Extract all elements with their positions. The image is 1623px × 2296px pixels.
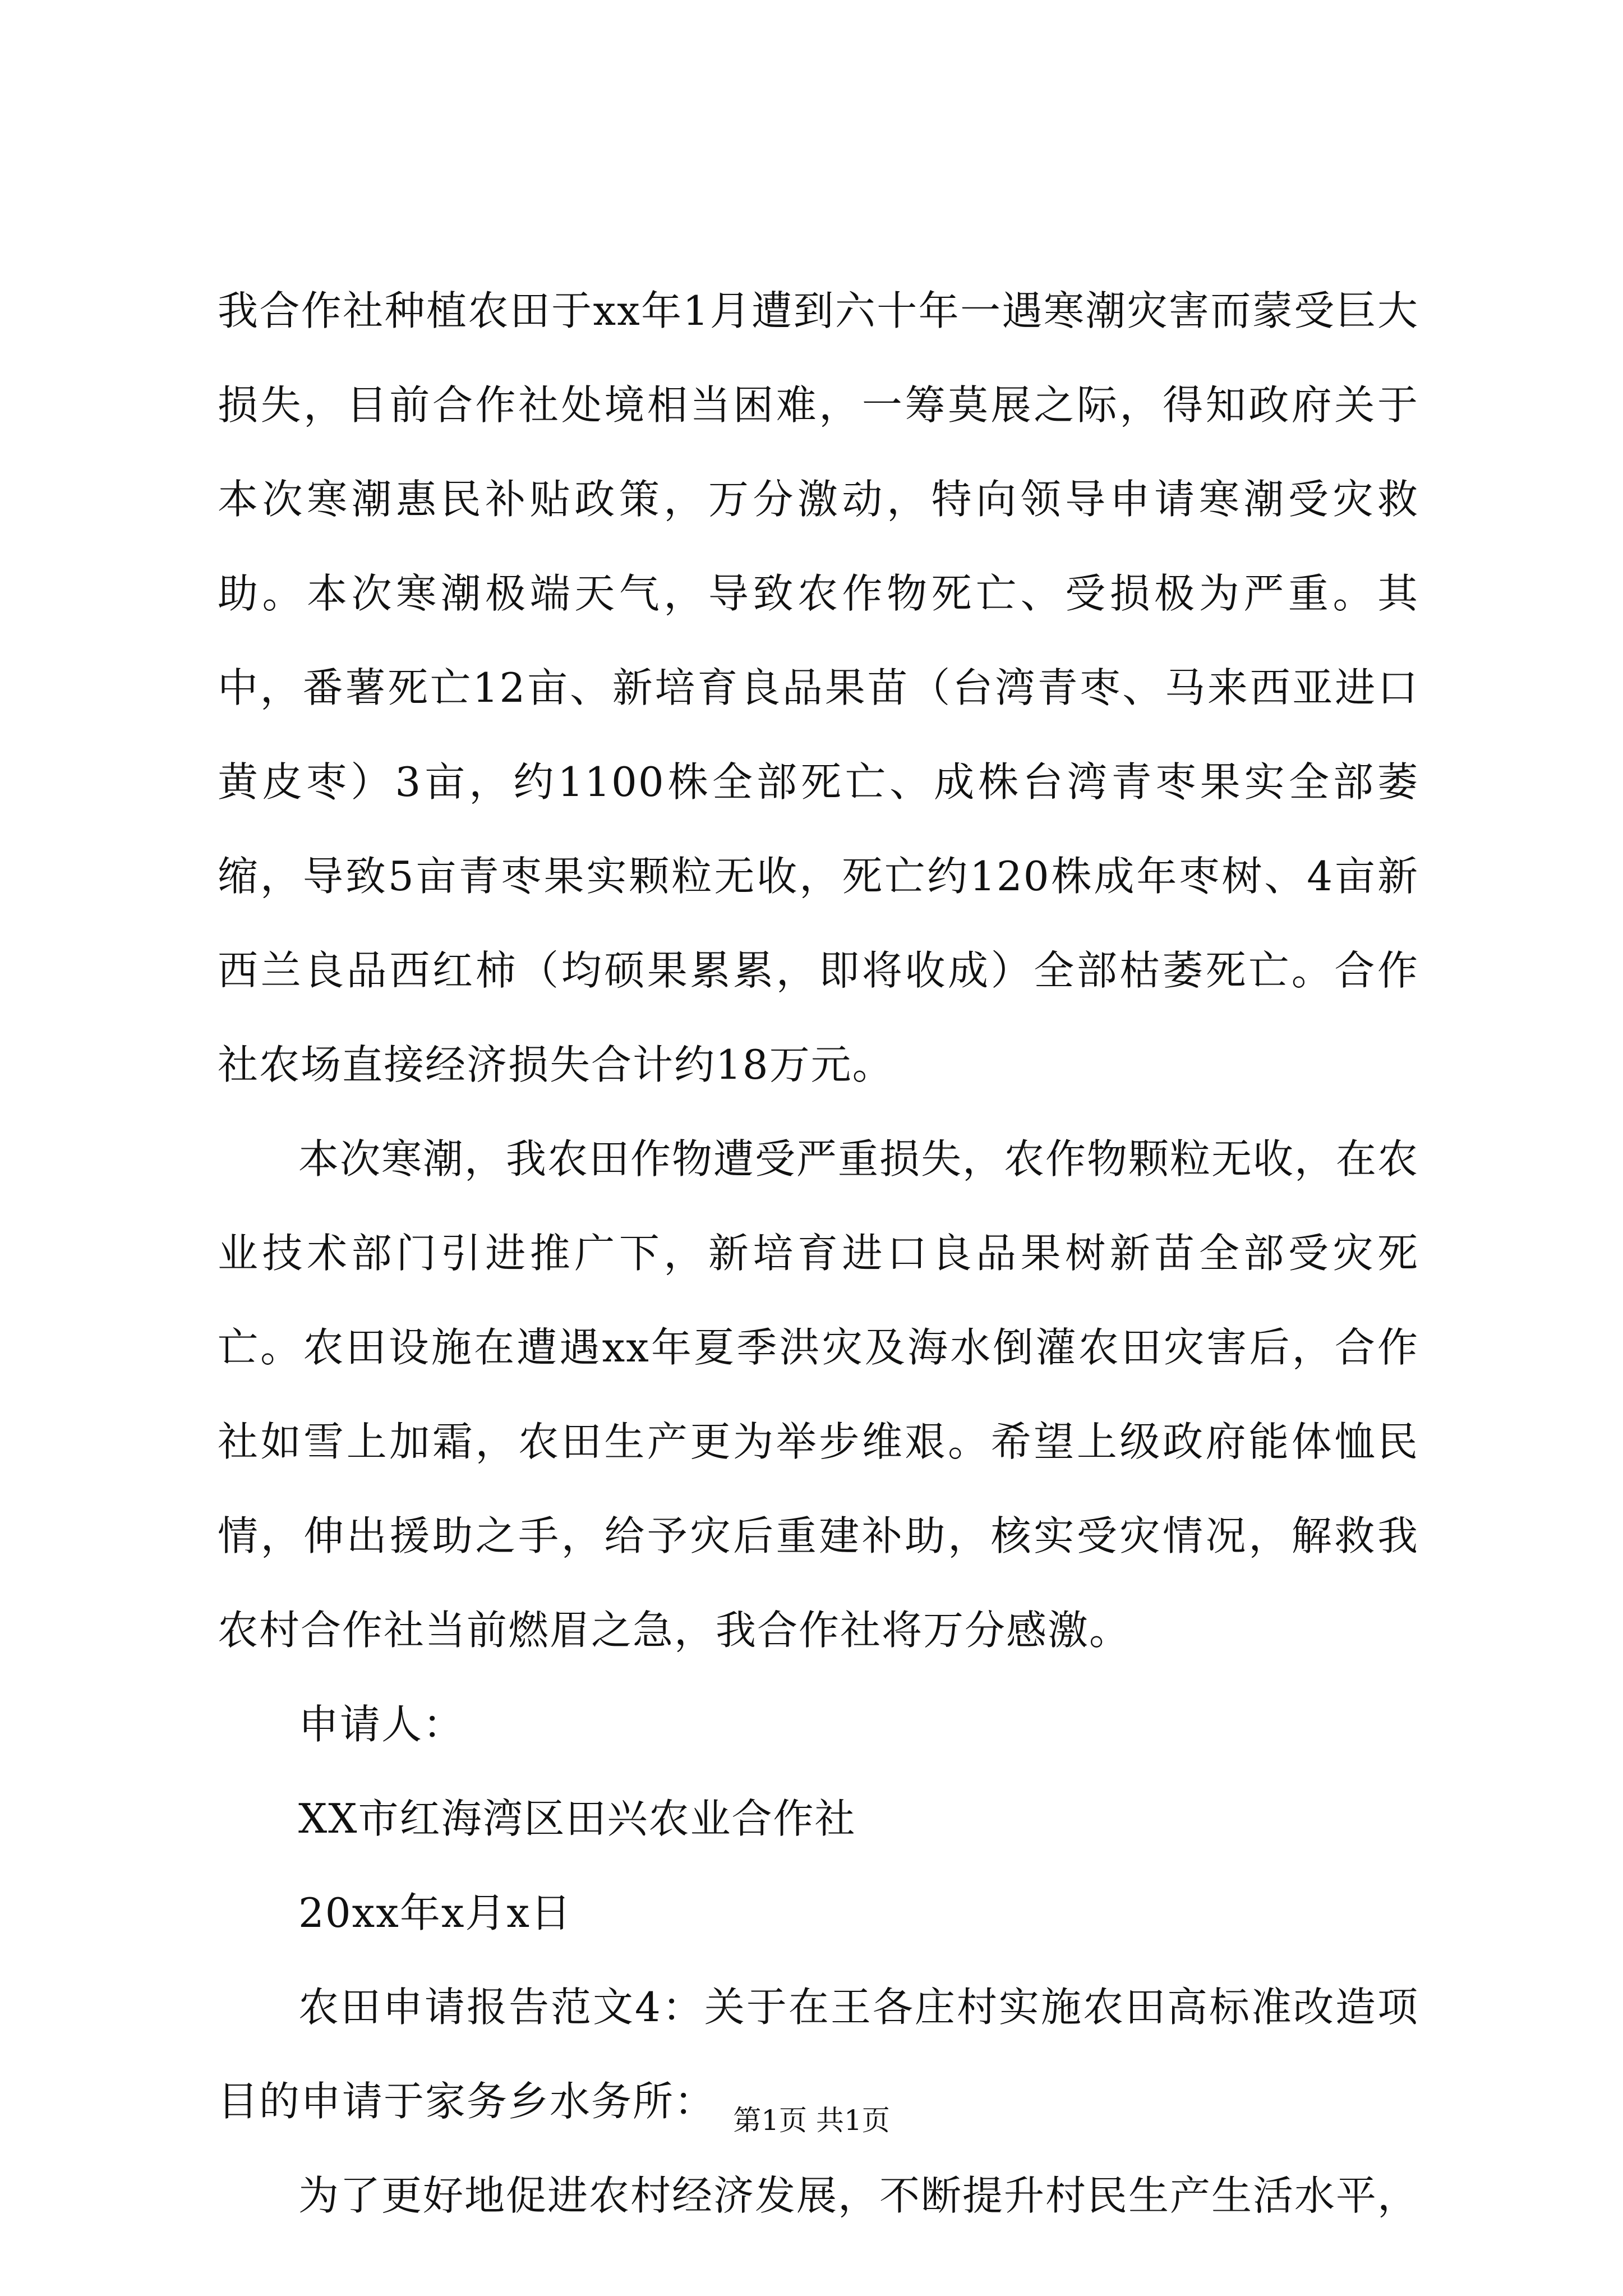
document-body bbox=[218, 264, 1419, 2243]
paragraph-disaster-loss: 我合作社种植农田于xx年1月遭到六十年一遇寒潮灾害而蒙受巨大损失，目前合作社处境相当困难，一筹莫展之际，得知政府关于本次寒潮惠民补贴政策，万分激动，特向领导申请寒潮受灾救助。本次寒潮极端天气，导致农作物死亡、受损极为严重。其中，番薯死亡12亩、新培育良品果苗（台湾青枣、马来西亚进口黄皮枣）3亩，约1100株全部死亡、成株台湾青枣果实全部萎缩，导致5亩青枣果实颗粒无收，死亡约120株成年枣树、4亩新西兰良品西红柿（均硕果累累，即将收成）全部枯萎死亡。合作社农场直接经济损失合计约18万元。 bbox=[218, 287, 1419, 1088]
paragraph-sample-opening: 为了更好地促进农村经济发展，不断提升村民生产生活水平， bbox=[298, 2172, 1419, 2219]
page-footer: 第1页 共1页 bbox=[733, 2104, 890, 2137]
applicant-label: 申请人： bbox=[298, 1701, 465, 1748]
paragraph-aid-request: 本次寒潮，我农田作物遭受严重损失，农作物颗粒无收，在农业技术部门引进推广下，新培育进口良品果树新苗全部受灾死亡。农田设施在遭遇xx年夏季洪灾及海水倒灌农田灾害后，合作社如雪上加霜，农田生产更为举步维艰。希望上级政府能体恤民情，伸出援助之手，给予灾后重建补助，核实受灾情况，解救我农村合作社当前燃眉之急，我合作社将万分感激。 bbox=[218, 1135, 1419, 1654]
paragraph-sample-title: 农田申请报告范文4：关于在王各庄村实施农田高标准改造项目的申请于家务乡水务所： bbox=[218, 1984, 1419, 2125]
applicant-organization: XX市红海湾区田兴农业合作社 bbox=[298, 1795, 856, 1842]
application-date: 20xx年x月x日 bbox=[298, 1889, 573, 1936]
